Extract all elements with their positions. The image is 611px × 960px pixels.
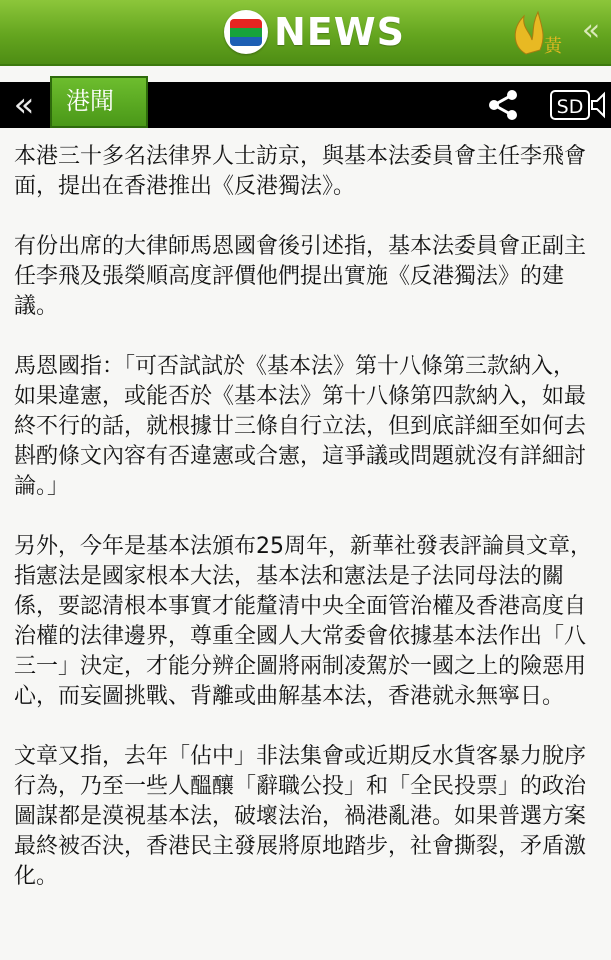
article-paragraph: 文章又指，去年「佔中」非法集會或近期反水貨客暴力脫序行為，乃至一些人醞釀「辭職公投」和「全民投票」的政治圖謀都是漠視基本法，破壞法治，禍港亂港。如果普選方案最終被否決，香港民主發展將原地踏步，社會撕裂，矛盾激化。 [14,744,587,889]
article-body [14,142,594,922]
article-paragraph: 本港三十多名法律界人士訪京，與基本法委員會主任李飛會面，提出在香港推出《反港獨法》。 [14,144,587,199]
gold-flame-icon[interactable] [506,6,562,58]
section-tab-hk-news[interactable]: 港聞 [50,76,148,128]
gold-icon-label: 黃 [544,36,562,57]
tvb-news-logo [224,10,405,54]
sd-speaker-icon[interactable] [549,88,609,122]
back-button[interactable]: « [13,85,35,125]
share-icon[interactable] [486,88,520,122]
collapse-chevron-icon[interactable]: « [581,13,601,48]
article-paragraph: 另外，今年是基本法頒布25周年，新華社發表評論員文章，指憲法是國家根本大法，基本法和憲法是子法同母法的關係，要認清根本事實才能釐清中央全面管治權及香港高度自治權的法律邊界，尊重全國人大常委會依據基本法作出「八三一」決定，才能分辨企圖將兩制凌駕於一國之上的險惡用心，而妄圖挑戰、背離或曲解基本法，香港就永無寧日。 [14,534,592,709]
logo-text: NEWS [274,10,406,54]
article-paragraph: 馬恩國指：「可否試試於《基本法》第十八條第三款納入，如果違憲，或能否於《基本法》第十八條第四款納入，如最終不行的話，就根據廿三條自行立法，但到底詳細至如何去斟酌條文內容有否違憲或合憲，這爭議或問題就沒有詳細討論。」 [14,354,587,499]
sd-label: SD [556,96,584,118]
app-header [0,0,611,66]
article-paragraph: 有份出席的大律師馬恩國會後引述指，基本法委員會正副主任李飛及張榮順高度評價他們提出實施《反港獨法》的建議。 [14,234,587,319]
tvb-logo-icon [224,10,268,54]
